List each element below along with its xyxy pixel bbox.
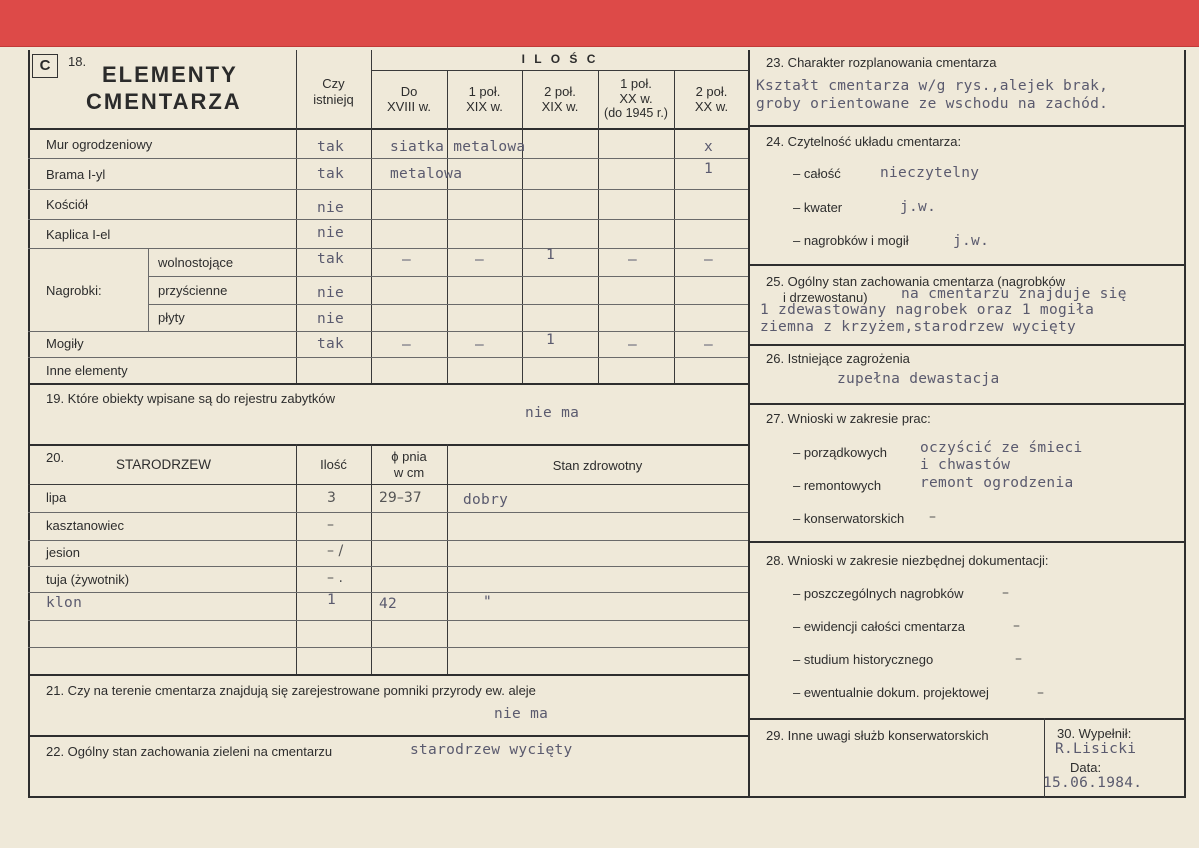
section-18-number: 18.	[68, 54, 87, 69]
s24-label: 24. Czytelność układu cmentarza:	[766, 134, 962, 149]
row-mur-label: Mur ogrodzeniowy	[46, 137, 153, 152]
wolno-c4: –	[628, 252, 638, 268]
s28-item1-value: –	[1002, 585, 1009, 601]
s25-line3: ziemna z krzyżem,starodrzew wycięty	[760, 319, 1077, 335]
tree-row-1-stan: dobry	[463, 492, 509, 508]
s25-line2: 1 zdewastowany nagrobek oraz 1 mogiła	[760, 302, 1095, 318]
row-przysc-label: przyścienne	[158, 283, 228, 298]
s20-col-stan: Stan zdrowotny	[552, 458, 643, 473]
przysc-czy: nie	[317, 285, 345, 301]
plyty-czy: nie	[317, 311, 345, 327]
s30-date: 15.06.1984.	[1043, 775, 1143, 791]
mogily-c3: 1	[546, 332, 556, 348]
s28-item2-value: –	[1013, 618, 1020, 634]
col-czy-1: Czy	[322, 76, 345, 91]
section-letter-box: C	[32, 54, 58, 78]
title-elementy: ELEMENTY	[102, 62, 238, 87]
s23-line1: Kształt cmentarza w/g rys.,alejek brak,	[756, 78, 1109, 94]
col4-l1: 1 poł.	[620, 76, 652, 91]
s25-line1: na cmentarzu znajduje się	[901, 286, 1127, 302]
row-plyty-label: płyty	[158, 310, 185, 325]
mogily-c4: –	[628, 337, 638, 353]
s26-label: 26. Istniejące zagrożenia	[766, 351, 910, 366]
mur-czy: tak	[317, 139, 345, 155]
s20-col-pnia-2: w cm	[393, 465, 425, 480]
s28-item3-label: – studium historycznego	[793, 652, 934, 667]
col3-l2: XIX w.	[541, 99, 579, 114]
s28-item1-label: – poszczególnych nagrobków	[793, 586, 964, 601]
col1-l2: XVIII w.	[386, 99, 432, 114]
s24-item2-value: j.w.	[900, 199, 937, 215]
tree-row-1-name: lipa	[46, 490, 67, 505]
s21-label: 21. Czy na terenie cmentarza znajdują się zarejestrowane pomniki przyrody ew. aleje	[46, 683, 536, 698]
mogily-c5: –	[704, 337, 714, 353]
s26-value: zupełna dewastacja	[837, 371, 1000, 387]
col4-l2: XX w.	[619, 91, 653, 106]
brama-czy: tak	[317, 166, 345, 182]
tree-row-4-name: tuja (żywotnik)	[46, 572, 130, 587]
s19-value: nie ma	[525, 405, 580, 421]
s27-item1-label: – porządkowych	[793, 445, 887, 460]
s29-label: 29. Inne uwagi służb konserwatorskich	[766, 728, 989, 743]
s27-item1-value2: i chwastów	[920, 457, 1011, 473]
row-wolno-label: wolnostojące	[158, 255, 234, 270]
s25-label-1: 25. Ogólny stan zachowania cmentarza (nagrobków	[766, 274, 1066, 289]
brama-val: metalowa	[390, 166, 463, 182]
tree-row-5-ilosc: 1	[327, 592, 337, 608]
wolno-c3: 1	[546, 247, 556, 263]
col1-l1: Do	[400, 84, 418, 99]
kosciol-czy: nie	[317, 200, 345, 216]
tree-row-2-ilosc: –	[327, 517, 334, 533]
wolno-c5: –	[704, 252, 714, 268]
tree-row-3-name: jesion	[46, 545, 80, 560]
s24-item2-label: – kwater	[793, 200, 843, 215]
s24-item3-value: j.w.	[953, 233, 990, 249]
row-inne-label: Inne elementy	[46, 363, 128, 378]
s20-number: 20.	[46, 450, 65, 465]
s27-item1-value1: oczyścić ze śmieci	[920, 440, 1083, 456]
row-nagrobki-label: Nagrobki:	[46, 283, 102, 298]
mur-c5: x	[704, 139, 714, 155]
s27-item2-value1: remont ogrodzenia	[920, 475, 1074, 491]
s28-item2-label: – ewidencji całości cmentarza	[793, 619, 965, 634]
s24-item3-label: – nagrobków i mogił	[793, 233, 909, 248]
s20-col-ilosc: Ilość	[320, 457, 347, 472]
s28-item3-value: –	[1015, 651, 1022, 667]
row-kosciol-label: Kościół	[46, 197, 88, 212]
mur-val: siatka metalowa	[390, 139, 526, 155]
s30-name: R.Lisicki	[1055, 741, 1137, 757]
s30-label: 30. Wypełnił:	[1057, 726, 1132, 741]
tree-row-5-stan: "	[483, 594, 493, 610]
ilosc-header: I L O Ś C	[521, 52, 599, 66]
s28-label: 28. Wnioski w zakresie niezbędnej dokumentacji:	[766, 553, 1049, 568]
tree-row-5-name: klon	[46, 595, 83, 611]
s25-label-2: i drzewostanu)	[783, 290, 868, 305]
s21-value: nie ma	[494, 706, 549, 722]
col4-l3: (do 1945 r.)	[604, 106, 668, 120]
s27-label: 27. Wnioski w zakresie prac:	[766, 411, 931, 426]
wolno-c2: –	[475, 252, 485, 268]
col-czy-2: istniejq	[313, 92, 354, 107]
brama-c5: 1	[704, 161, 714, 177]
s30-date-label: Data:	[1070, 760, 1102, 775]
s22-value: starodrzew wycięty	[410, 742, 573, 758]
col3-l1: 2 poł.	[544, 84, 576, 99]
tree-row-5-pnia: 42	[379, 596, 398, 612]
col5-l1: 2 poł.	[695, 84, 728, 99]
s28-item4-value: –	[1037, 685, 1044, 701]
col5-l2: XX w.	[694, 99, 729, 114]
row-mogily-label: Mogiły	[46, 336, 84, 351]
s24-item1-label: – całość	[793, 166, 841, 181]
wolno-c1: –	[402, 252, 412, 268]
s28-item4-label: – ewentualnie dokum. projektowej	[793, 685, 989, 700]
wolno-czy: tak	[317, 251, 345, 267]
tree-row-2-name: kasztanowiec	[46, 518, 125, 533]
s19-label: 19. Które obiekty wpisane są do rejestru zabytków	[46, 391, 336, 406]
tree-row-3-ilosc: – /	[327, 543, 344, 559]
s24-item1-value: nieczytelny	[880, 165, 980, 181]
title-cmentarza: CMENTARZA	[86, 89, 242, 114]
row-brama-label: Brama I-yl	[46, 167, 106, 182]
col2-l2: XIX w.	[466, 99, 503, 114]
s23-line2: groby orientowane ze wschodu na zachód.	[756, 96, 1109, 112]
s27-item3-value: –	[929, 509, 936, 525]
kaplica-czy: nie	[317, 225, 345, 241]
s27-item2-label: – remontowych	[793, 478, 882, 493]
s23-label: 23. Charakter rozplanowania cmentarza	[766, 55, 997, 70]
s20-col-pnia-1: ϕ pnia	[391, 449, 427, 464]
mogily-c2: –	[475, 337, 485, 353]
s27-item3-label: – konserwatorskich	[793, 511, 905, 526]
tree-row-1-ilosc: 3	[327, 490, 336, 506]
tree-row-4-ilosc: – .	[327, 570, 343, 586]
s20-title: STARODRZEW	[116, 457, 211, 472]
mogily-c1: –	[402, 337, 412, 353]
tree-row-1-pnia: 29–37	[379, 490, 422, 506]
mogily-czy: tak	[317, 336, 345, 352]
s22-label: 22. Ogólny stan zachowania zieleni na cmentarzu	[46, 744, 333, 759]
col2-l1: 1 poł.	[468, 84, 501, 99]
row-kaplica-label: Kaplica I-el	[46, 227, 111, 242]
